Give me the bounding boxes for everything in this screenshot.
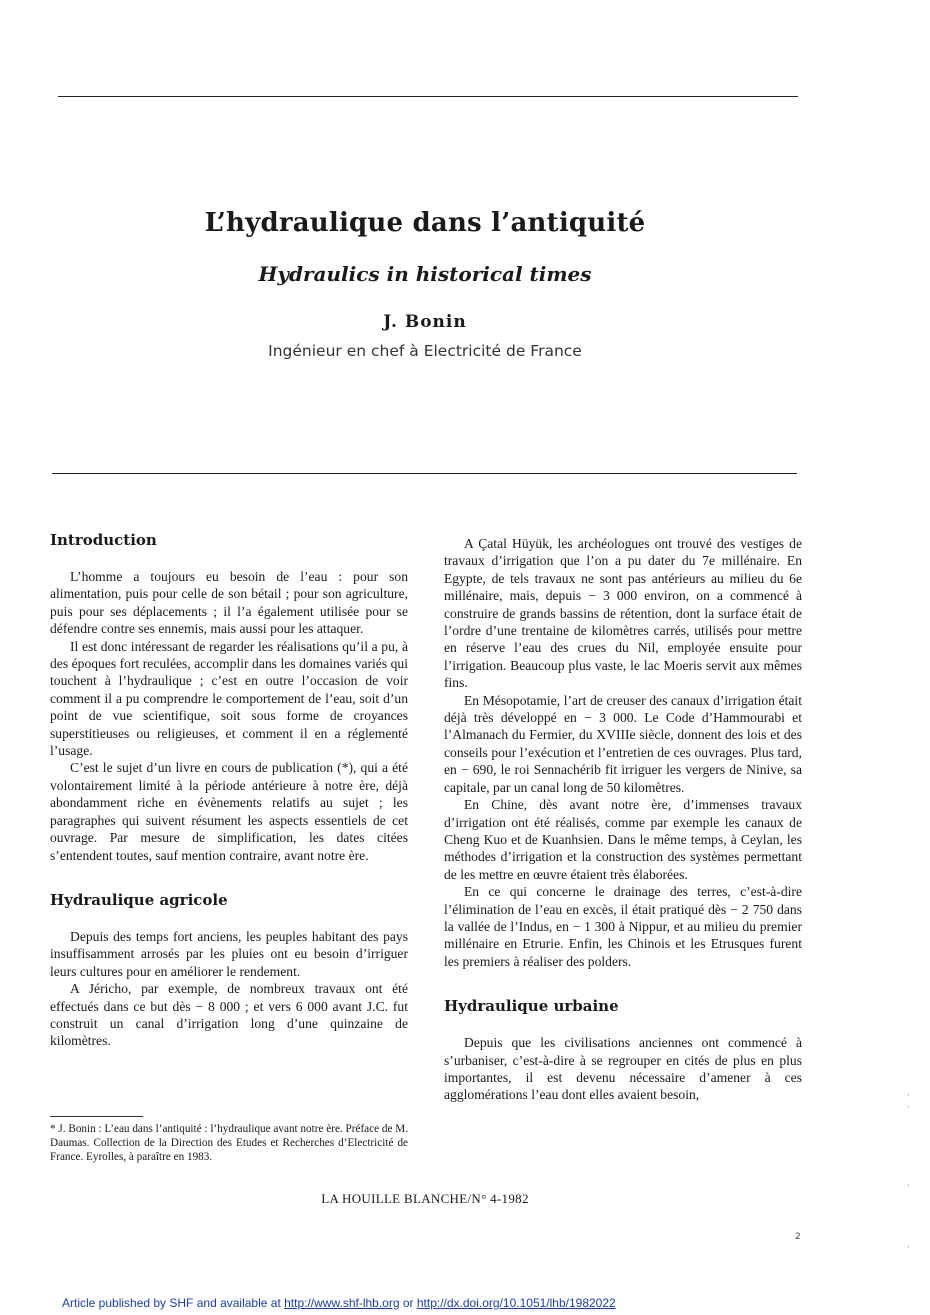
paragraph: A Çatal Hüyük, les archéologues ont trouvé des vestiges de travaux d’irrigation que l’on a pu dater du 7e millénaire. En Egypte, de tels travaux ne sont pas antérieurs au milieu du 6e millénaire, mais, depuis − 3 000 environ, on a commencé à construire de grands bassins de rétention, dont la surface était de l’ordre d’une trentaine de kilomètres carrés, utilisés pour mettre en réserve l’eau des crues du Nil, employée ensuite pour l’irrigation. Beaucoup plus vaste, le lac Moeris servit aux mêmes fins. xyxy=(444,536,802,691)
article-title: L’hydraulique dans l’antiquité xyxy=(204,208,646,238)
header-rule-top xyxy=(58,96,798,97)
paragraph: En Mésopotamie, l’art de creuser des canaux d’irrigation était déjà très développé en − 3 000. Le Code d’Hammourabi et l’Almanach du Fermier, du XVIIIe siècle, donnent des lois et des conseils pour l’exécution et l’entretien de ces ouvrages. Plus tard, en − 690, le roi Sennachérib fit irriguer les vergers de Ninive, sa capitale, par un canal long de 50 kilomètres. xyxy=(444,692,802,795)
scan-speck xyxy=(908,1106,909,1108)
publication-notice xyxy=(62,1296,616,1310)
page-number: 2 xyxy=(795,1232,801,1242)
publication-prefix: Article published by SHF and available at xyxy=(62,1296,285,1310)
column-left xyxy=(50,530,408,1050)
paragraph: Depuis des temps fort anciens, les peuples habitant des pays insuffisamment arrosés par les pluies ont eu besoin d’irriguer leurs cultures pour en améliorer le rendement. xyxy=(50,928,408,979)
paragraph: C’est le sujet d’un livre en cours de publication (*), qui a été volontairement limité à la période antérieure à notre ère, déjà abondamment riche en évènements relatifs au sujet ; les paragraphes qui suivent résument les aspects essentiels de cet ouvrage. Par mesure de simplification, les dates citées s’entendent toutes, sauf mention contraire, avant notre ère. xyxy=(50,760,408,863)
section-heading-urbaine: Hydraulique urbaine xyxy=(444,997,619,1016)
shf-link[interactable]: http://www.shf-lhb.org xyxy=(284,1296,400,1310)
footnote: * J. Bonin : L’eau dans l’antiquité : l’hydraulique avant notre ère. Préface de M. Daumas. Collection de la Direction des Etudes et Recherches d’Electricité de France. Eyrolles, à paraître en 1983. xyxy=(50,1123,408,1163)
section-heading-agricole: Hydraulique agricole xyxy=(50,890,228,909)
paragraph: A Jéricho, par exemple, de nombreux travaux ont été effectués dans ce but dès − 8 000 ; et vers 6 000 avant J.C. fut construit un canal d’irrigation long d’une quinzaine de kilomètres. xyxy=(50,981,408,1049)
paragraph: En Chine, dès avant notre ère, d’immenses travaux d’irrigation ont été réalisés, comme par exemple les canaux de Cheng Kuo et de Kuanhsien. Dans le même temps, à Ceylan, les méthodes d’irrigation et la construction des systèmes permettant de les mettre en œuvre étaient très élaborées. xyxy=(444,797,802,882)
paragraph: Depuis que les civilisations anciennes ont commencé à s’urbaniser, c’est-à-dire à se regrouper en cités de plus en plus importantes, il est devenu nécessaire d’amener à ces agglomérations l’eau dont elles avaient besoin, xyxy=(444,1035,802,1103)
footnote-rule xyxy=(50,1116,143,1117)
section-heading-introduction: Introduction xyxy=(50,531,157,549)
header-rule-bottom xyxy=(52,473,797,474)
article-subtitle: Hydraulics in historical times xyxy=(258,262,592,286)
scan-speck xyxy=(908,1184,909,1186)
scan-speck xyxy=(908,1094,909,1096)
paragraph: Il est donc intéressant de regarder les réalisations qu’il a pu, à des époques fort reculées, accomplir dans les domaines variés qui touchent à l’hydraulique ; c’est en outre l’occasion de voir comment il a pu comprendre le comportement de l’eau, soit d’un point de vue scientifique, soit sous forme de croyances superstitieuses ou religieuses, et comment il en a réglementé l’usage. xyxy=(50,638,408,759)
paragraph: En ce qui concerne le drainage des terres, c’est-à-dire l’élimination de l’eau en excès, il était pratiqué dès − 2 750 dans la vallée de l’Indus, en − 1 300 à Nippur, et au milieu du premier millénaire en Etrurie. Enfin, les Chinois et les Etrusques furent les premiers à réaliser des polders. xyxy=(444,884,802,969)
scan-speck xyxy=(908,1246,909,1248)
paragraph: L’homme a toujours eu besoin de l’eau : pour son alimentation, puis pour celle de son bétail ; pour son agriculture, puis pour ses déplacements ; il l’a également utilisée pour se défendre contre ses ennemis, mais aussi pour les attaquer. xyxy=(50,569,408,637)
journal-footer: LA HOUILLE BLANCHE/N° 4-1982 xyxy=(321,1191,529,1206)
author-name: J. Bonin xyxy=(383,312,467,332)
publication-middle: or xyxy=(399,1296,417,1310)
doi-link[interactable]: http://dx.doi.org/10.1051/lhb/1982022 xyxy=(416,1296,616,1310)
column-right xyxy=(444,535,802,1104)
author-affiliation: Ingénieur en chef à Electricité de France xyxy=(268,342,582,360)
